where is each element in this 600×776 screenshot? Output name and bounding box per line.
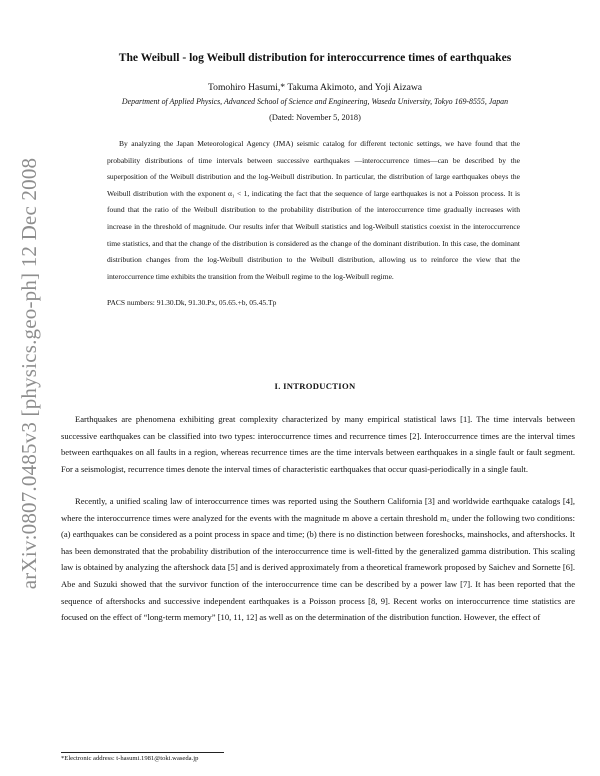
footnote-divider xyxy=(61,752,224,753)
footnote-email: *Electronic address: t-hasumi.1981@toki.waseda.jp xyxy=(61,755,199,762)
author-affiliation: Department of Applied Physics, Advanced School of Science and Engineering, Waseda University, Tokyo 169-8555, Japan xyxy=(121,97,509,106)
body-paragraph: Recently, a unified scaling law of interoccurrence times was reported using the Southern California [3] and worldwide earthquake catalogs [4], where the interoccurrence times were analyzed for the events with the magnitude m above a certain threshold m꜀ under the following two conditions: (a) earthquakes can be considered as a point process in space and time; (b) there is no distinction between foreshocks, mainshocks, and aftershocks. It has been demonstrated that the probability distribution of the interoccurrence time is well-fitted by the generalized gamma distribution. This scaling law is obtained by analyzing the aftershock data [5] and is derived approximately from a theoretical framework proposed by Saichev and Sornette [6]. Abe and Suzuki showed that the survivor function of the interoccurrence time can be described by a power law [7]. It has been reported that the sequence of aftershocks and successive independent earthquakes is a Poisson process [8, 9]. Recent works on interoccurrence time statistics are focused on the effect of “long-term memory” [10, 11, 12] as well as on the determination of the distribution function. However, the effect of xyxy=(61,496,575,623)
section-heading-introduction: I. INTRODUCTION xyxy=(274,381,356,391)
abstract: By analyzing the Japan Meteorological Agency (JMA) seismic catalog for different tectonic settings, we have found that the probability distributions of time intervals between successive earthquakes —interoccurrence times—can be described by the superposition of the Weibull distribution and the log-Weibull distribution. In particular, the distribution of large earthquakes obeys the Weibull distribution with the exponent α₁ < 1, indicating the fact that the sequence of large earthquakes is not a Poisson process. It is found that the ratio of the Weibull distribution to the probability distribution of the interoccurrence time gradually increases with increase in the threshold of magnitude. Our results infer that Weibull statistics and log-Weibull statistics coexist in the interoccurrence time statistics, and that the change of the distribution is considered as the change of the dominant distribution. In this case, the dominant distribution changes from the log-Weibull distribution to the Weibull distribution, allowing us to reinforce the view that the interoccurrence time exhibits the transition from the Weibull regime to the log-Weibull regime. xyxy=(107,139,520,281)
date-line: (Dated: November 5, 2018) xyxy=(269,113,361,122)
arxiv-identifier-stamp xyxy=(8,148,52,598)
arxiv-identifier-text: arXiv:0807.0485v3 [physics.geo-ph] 12 Dec 2008 xyxy=(17,157,42,589)
pacs-numbers: PACS numbers: 91.30.Dk, 91.30.Px, 05.65.+b, 05.45.Tp xyxy=(107,298,277,307)
paper-title: The Weibull - log Weibull distribution for interoccurrence times of earthquakes xyxy=(118,51,512,64)
author-list: Tomohiro Hasumi,* Takuma Akimoto, and Yoji Aizawa xyxy=(207,82,423,93)
body-paragraph: Earthquakes are phenomena exhibiting great complexity characterized by many empirical statistical laws [1]. The time intervals between successive earthquakes can be classified into two types: interoccurrence times and recurrence times [2]. Interoccurrence times are the interval times between earthquakes on all faults in a region, whereas recurrence times are the time intervals between earthquakes in a single fault or fault segment. For a seismologist, recurrence times denote the interval times of characteristic earthquakes that occur quasi-periodically in a single fault. xyxy=(61,414,575,474)
